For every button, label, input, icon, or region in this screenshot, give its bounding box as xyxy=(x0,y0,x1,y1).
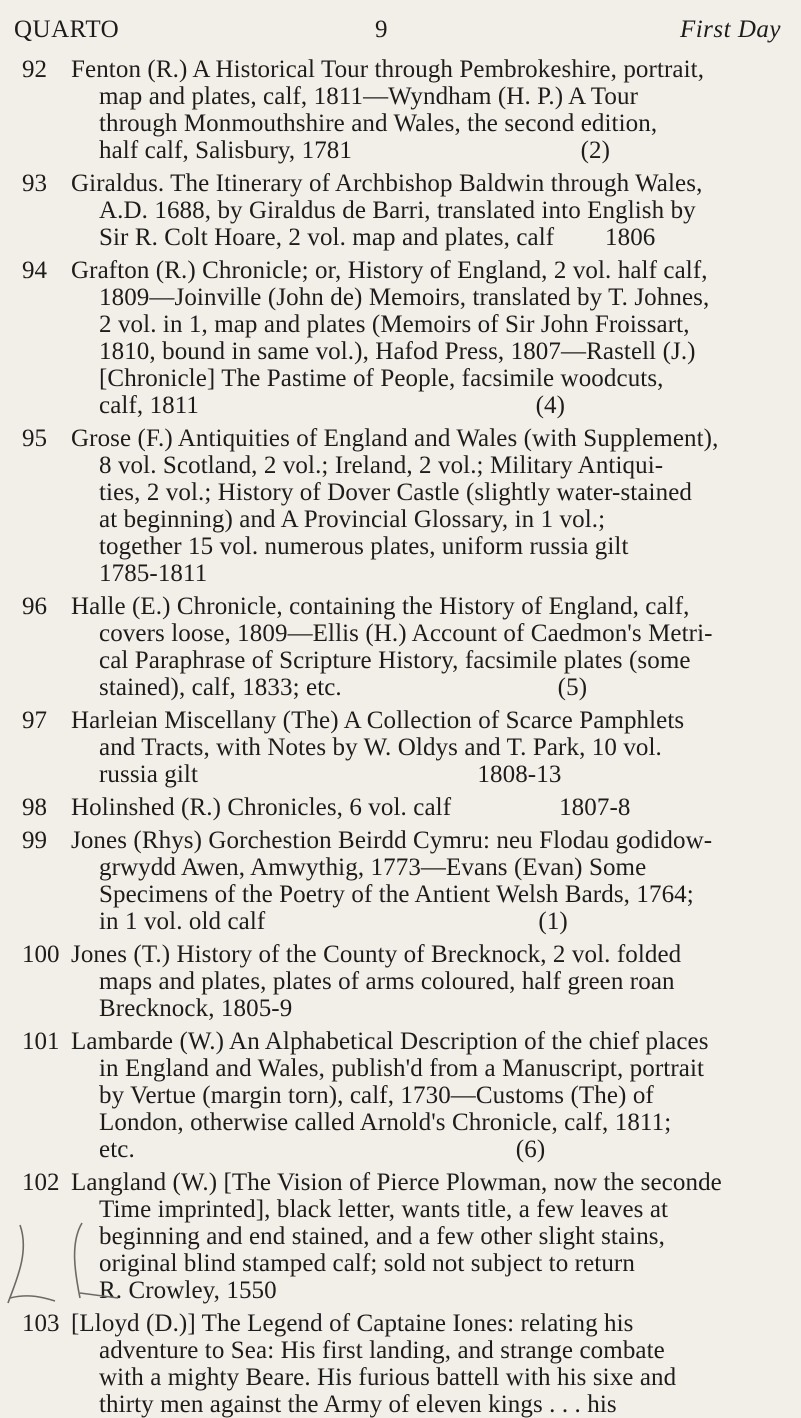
lot-number: 99 xyxy=(22,827,47,854)
description-line: Time imprinted], black letter, wants title, a few leaves at xyxy=(99,1196,669,1223)
handwritten-margin-mark xyxy=(0,1213,120,1353)
description-line: cal Paraphrase of Scripture History, facsimile plates (some xyxy=(99,647,691,674)
description-line: 2 vol. in 1, map and plates (Memoirs of Sir John Froissart, xyxy=(99,311,690,338)
lot-number: 94 xyxy=(22,257,47,284)
lot-description xyxy=(71,56,777,164)
catalogue-entry xyxy=(0,1028,777,1163)
description-line: Giraldus. The Itinerary of Archbishop Baldwin through Wales, xyxy=(71,170,703,197)
catalogue-entry xyxy=(0,170,777,251)
description-line: with a mighty Beare. His furious battell with his sixe and xyxy=(99,1364,677,1391)
lot-number: 93 xyxy=(22,170,47,197)
description-line: Langland (W.) [The Vision of Pierce Plowman, now the seconde xyxy=(71,1169,722,1196)
description-line: in 1 vol. old calf (1) xyxy=(99,908,568,935)
description-line: grwydd Awen, Amwythig, 1773—Evans (Evan) Some xyxy=(99,854,647,881)
catalogue-entry xyxy=(0,941,777,1022)
lot-description xyxy=(71,1310,777,1418)
lot-description xyxy=(71,941,777,1022)
description-line: beginning and end stained, and a few other slight stains, xyxy=(99,1223,665,1250)
description-line: half calf, Salisbury, 1781 (2) xyxy=(99,137,611,164)
catalogue-entry xyxy=(0,257,777,419)
description-line: and Tracts, with Notes by W. Oldys and T. Park, 10 vol. xyxy=(99,734,662,761)
description-line: in England and Wales, publish'd from a Manuscript, portrait xyxy=(99,1055,705,1082)
page-header xyxy=(14,16,781,48)
description-line: covers loose, 1809—Ellis (H.) Account of Caedmon's Metri- xyxy=(99,620,713,647)
description-line: Halle (E.) Chronicle, containing the History of England, calf, xyxy=(71,593,690,620)
lot-number: 100 xyxy=(22,941,60,968)
description-line: at beginning) and A Provincial Glossary, in 1 vol.; xyxy=(99,506,606,533)
description-line: stained), calf, 1833; etc. (5) xyxy=(99,674,588,701)
catalogue-entry xyxy=(0,593,777,701)
catalogue-entry xyxy=(0,827,777,935)
description-line: together 15 vol. numerous plates, uniform russia gilt xyxy=(99,533,629,560)
lot-description xyxy=(71,707,777,788)
description-line: Harleian Miscellany (The) A Collection of Scarce Pamphlets xyxy=(71,707,685,734)
description-line: Specimens of the Poetry of the Antient Welsh Bards, 1764; xyxy=(99,881,694,908)
page-number: 9 xyxy=(375,16,388,43)
description-line: original blind stamped calf; sold not subject to return xyxy=(99,1250,635,1277)
description-line: thirty men against the Army of eleven kings . . . his xyxy=(99,1391,617,1418)
description-line: maps and plates, plates of arms coloured, half green roan xyxy=(99,968,675,995)
description-line: Holinshed (R.) Chronicles, 6 vol. calf 1807-8 xyxy=(71,794,631,821)
lot-description xyxy=(71,257,777,419)
description-line: [Lloyd (D.)] The Legend of Captaine Iones: relating his xyxy=(71,1310,634,1337)
lot-description xyxy=(71,425,777,587)
header-day: First Day xyxy=(679,16,781,43)
lot-description xyxy=(71,1028,777,1163)
description-line: R. Crowley, 1550 xyxy=(99,1277,277,1304)
lot-number: 103 xyxy=(22,1310,60,1337)
description-line: 1785-1811 xyxy=(99,560,208,587)
catalogue-entry xyxy=(0,794,777,821)
header-quarto: QUARTO xyxy=(14,16,120,43)
description-line: adventure to Sea: His first landing, and strange combate xyxy=(99,1337,665,1364)
catalogue-entry xyxy=(0,56,777,164)
description-line: Brecknock, 1805-9 xyxy=(99,995,293,1022)
lot-description xyxy=(71,593,777,701)
description-line: London, otherwise called Arnold's Chronicle, calf, 1811; xyxy=(99,1109,672,1136)
catalogue-entry xyxy=(0,425,777,587)
lot-description xyxy=(71,827,777,935)
description-line: [Chronicle] The Pastime of People, facsimile woodcuts, xyxy=(99,365,664,392)
description-line: by Vertue (margin torn), calf, 1730—Customs (The) of xyxy=(99,1082,654,1109)
lot-number: 101 xyxy=(22,1028,60,1055)
lot-description xyxy=(71,1169,777,1304)
description-line: through Monmouthshire and Wales, the second edition, xyxy=(99,110,658,137)
lot-number: 92 xyxy=(22,56,47,83)
description-line: calf, 1811 (4) xyxy=(99,392,566,419)
lot-number: 97 xyxy=(22,707,47,734)
description-line: Lambarde (W.) An Alphabetical Description of the chief places xyxy=(71,1028,709,1055)
description-line: Grafton (R.) Chronicle; or, History of England, 2 vol. half calf, xyxy=(71,257,708,284)
description-line: 1810, bound in same vol.), Hafod Press, 1807—Rastell (J.) xyxy=(99,338,696,365)
description-line: Jones (Rhys) Gorchestion Beirdd Cymru: neu Flodau godidow- xyxy=(71,827,713,854)
description-line: Jones (T.) History of the County of Brecknock, 2 vol. folded xyxy=(71,941,682,968)
description-line: Sir R. Colt Hoare, 2 vol. map and plates, calf 1806 xyxy=(99,224,656,251)
lot-number: 95 xyxy=(22,425,47,452)
catalogue-entries xyxy=(0,56,801,1418)
description-line: A.D. 1688, by Giraldus de Barri, translated into English by xyxy=(99,197,696,224)
description-line: russia gilt 1808-13 xyxy=(99,761,562,788)
description-line: Grose (F.) Antiquities of England and Wales (with Supplement), xyxy=(71,425,719,452)
description-line: map and plates, calf, 1811—Wyndham (H. P.) A Tour xyxy=(99,83,639,110)
description-line: 8 vol. Scotland, 2 vol.; Ireland, 2 vol.; Military Antiqui- xyxy=(99,452,664,479)
description-line: Fenton (R.) A Historical Tour through Pembrokeshire, portrait, xyxy=(71,56,705,83)
catalogue-entry xyxy=(0,707,777,788)
description-line: etc. (6) xyxy=(99,1136,546,1163)
description-line: ties, 2 vol.; History of Dover Castle (slightly water-stained xyxy=(99,479,692,506)
lot-number: 102 xyxy=(22,1169,60,1196)
description-line: 1809—Joinville (John de) Memoirs, translated by T. Johnes, xyxy=(99,284,710,311)
lot-description xyxy=(71,794,777,821)
lot-number: 98 xyxy=(22,794,47,821)
lot-number: 96 xyxy=(22,593,47,620)
lot-description xyxy=(71,170,777,251)
